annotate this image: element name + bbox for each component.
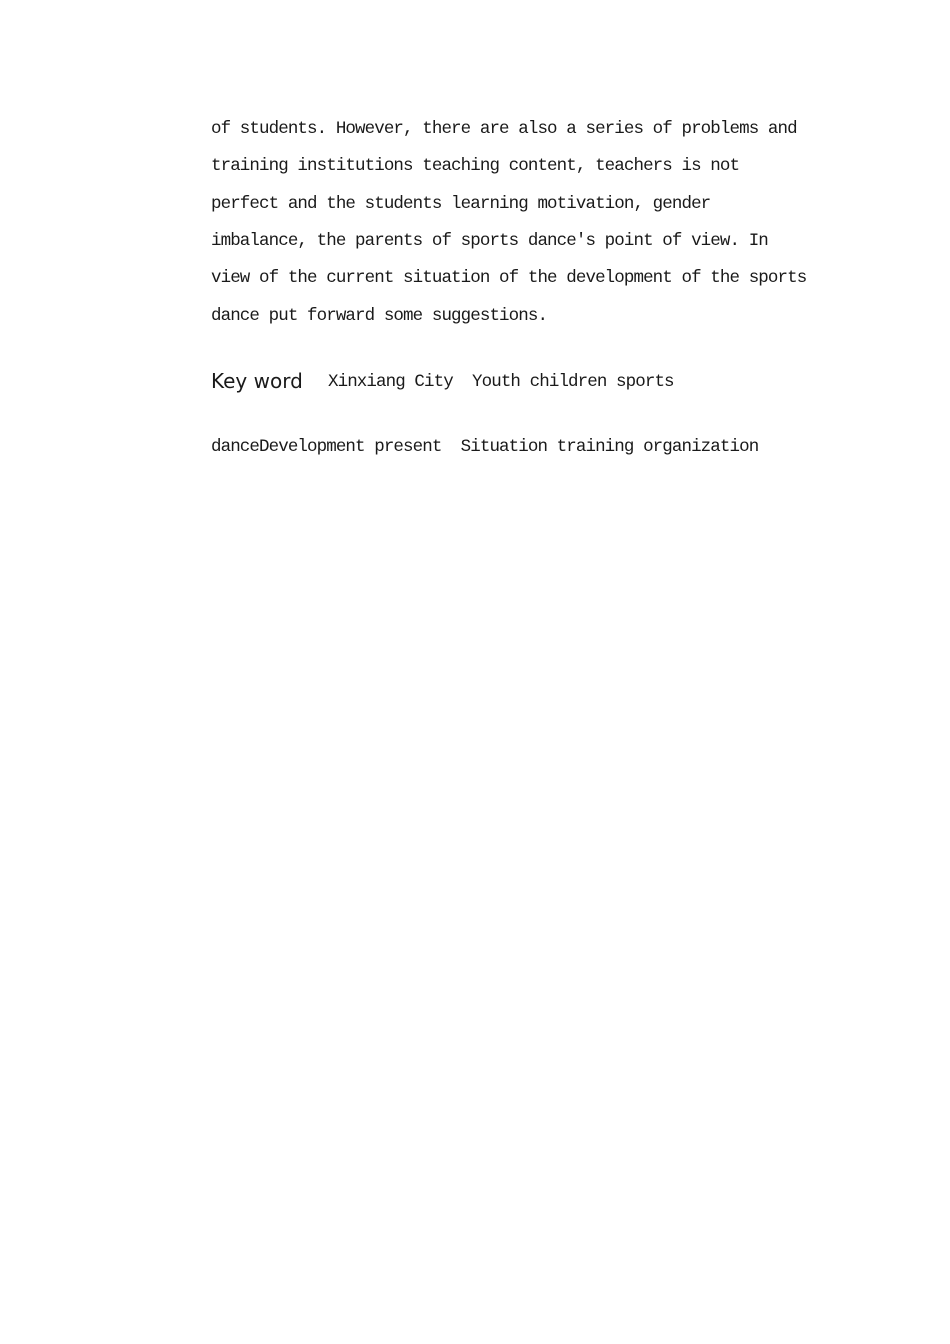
abstract-line-3: perfect and the students learning motivation, gender	[211, 194, 711, 214]
keywords-line-2: danceDevelopment present Situation training organization	[211, 437, 759, 457]
abstract-line-1: of students. However, there are also a series of problems and	[211, 119, 797, 139]
keywords-line-1: Xinxiang City Youth children sports	[328, 372, 674, 392]
abstract-line-2: training institutions teaching content, teachers is not	[211, 156, 740, 176]
abstract-line-5: view of the current situation of the development of the sports	[211, 268, 807, 288]
keywords-label: Key word	[211, 369, 303, 393]
abstract-line-4: imbalance, the parents of sports dance's point of view. In	[211, 231, 768, 251]
abstract-line-6: dance put forward some suggestions.	[211, 306, 548, 326]
